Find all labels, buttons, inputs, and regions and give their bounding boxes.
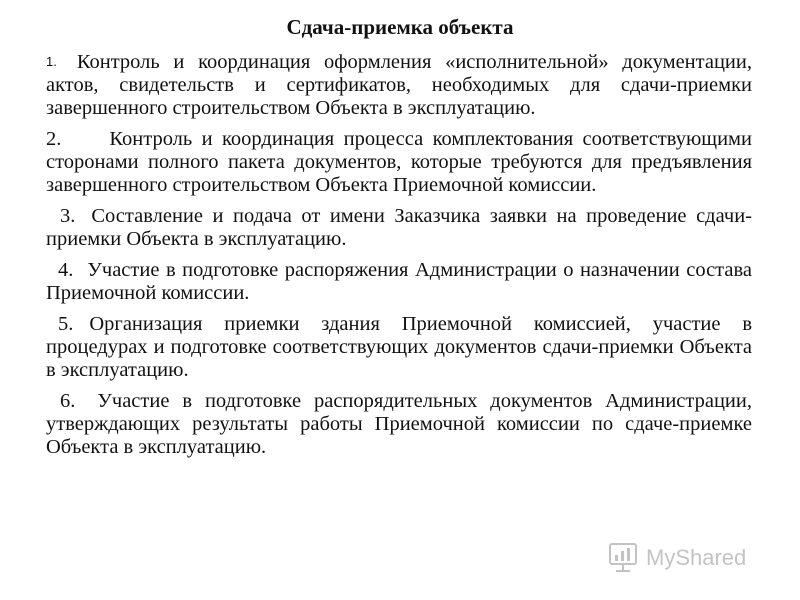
item-text: Организация приемки здания Приемочной комиссией, участие в процедурах и подготовке соответствующих документов сдачи-приемки Объекта в эксплуатацию. xyxy=(46,313,752,381)
myshared-watermark xyxy=(606,536,766,576)
list-item xyxy=(46,50,752,120)
item-text: Контроль и координация процесса комплектования соответствующими сторонами полного пакета документов, которые требуются для предъявления завершенного строительством Объекта Приемочной комиссии. xyxy=(46,128,752,196)
item-text: Участие в подготовке распоряжения Администрации о назначении состава Приемочной комиссии. xyxy=(46,259,752,304)
item-text: Контроль и координация оформления «исполнительной» документации, актов, свидетельств и сертификатов, необходимых для сдачи-приемки завершенного строительством Объекта в эксплуатацию. xyxy=(46,51,752,119)
list-item xyxy=(46,259,752,305)
item-list xyxy=(46,50,752,467)
item-number: 4. xyxy=(58,259,74,281)
slide-title: Сдача-приемка объекта xyxy=(286,15,514,39)
item-number: 5. xyxy=(58,313,74,335)
list-item xyxy=(46,390,752,459)
item-number: 3. xyxy=(60,205,76,227)
item-text: Составление и подача от имени Заказчика заявки на проведение сдачи-приемки Объекта в эксплуатацию. xyxy=(46,205,752,250)
list-item xyxy=(46,313,752,382)
presentation-board-icon xyxy=(610,544,636,571)
list-item xyxy=(46,205,752,251)
item-number: 6. xyxy=(60,390,76,412)
item-number: 2. xyxy=(46,128,62,150)
item-text: Участие в подготовке распорядительных документов Администрации, утверждающих результаты работы Приемочной комиссии по сдаче-приемке Объекта в эксплуатацию. xyxy=(46,390,752,458)
watermark-text: MyShared xyxy=(646,545,747,570)
list-item xyxy=(46,128,752,197)
item-number: 1. xyxy=(46,54,57,69)
